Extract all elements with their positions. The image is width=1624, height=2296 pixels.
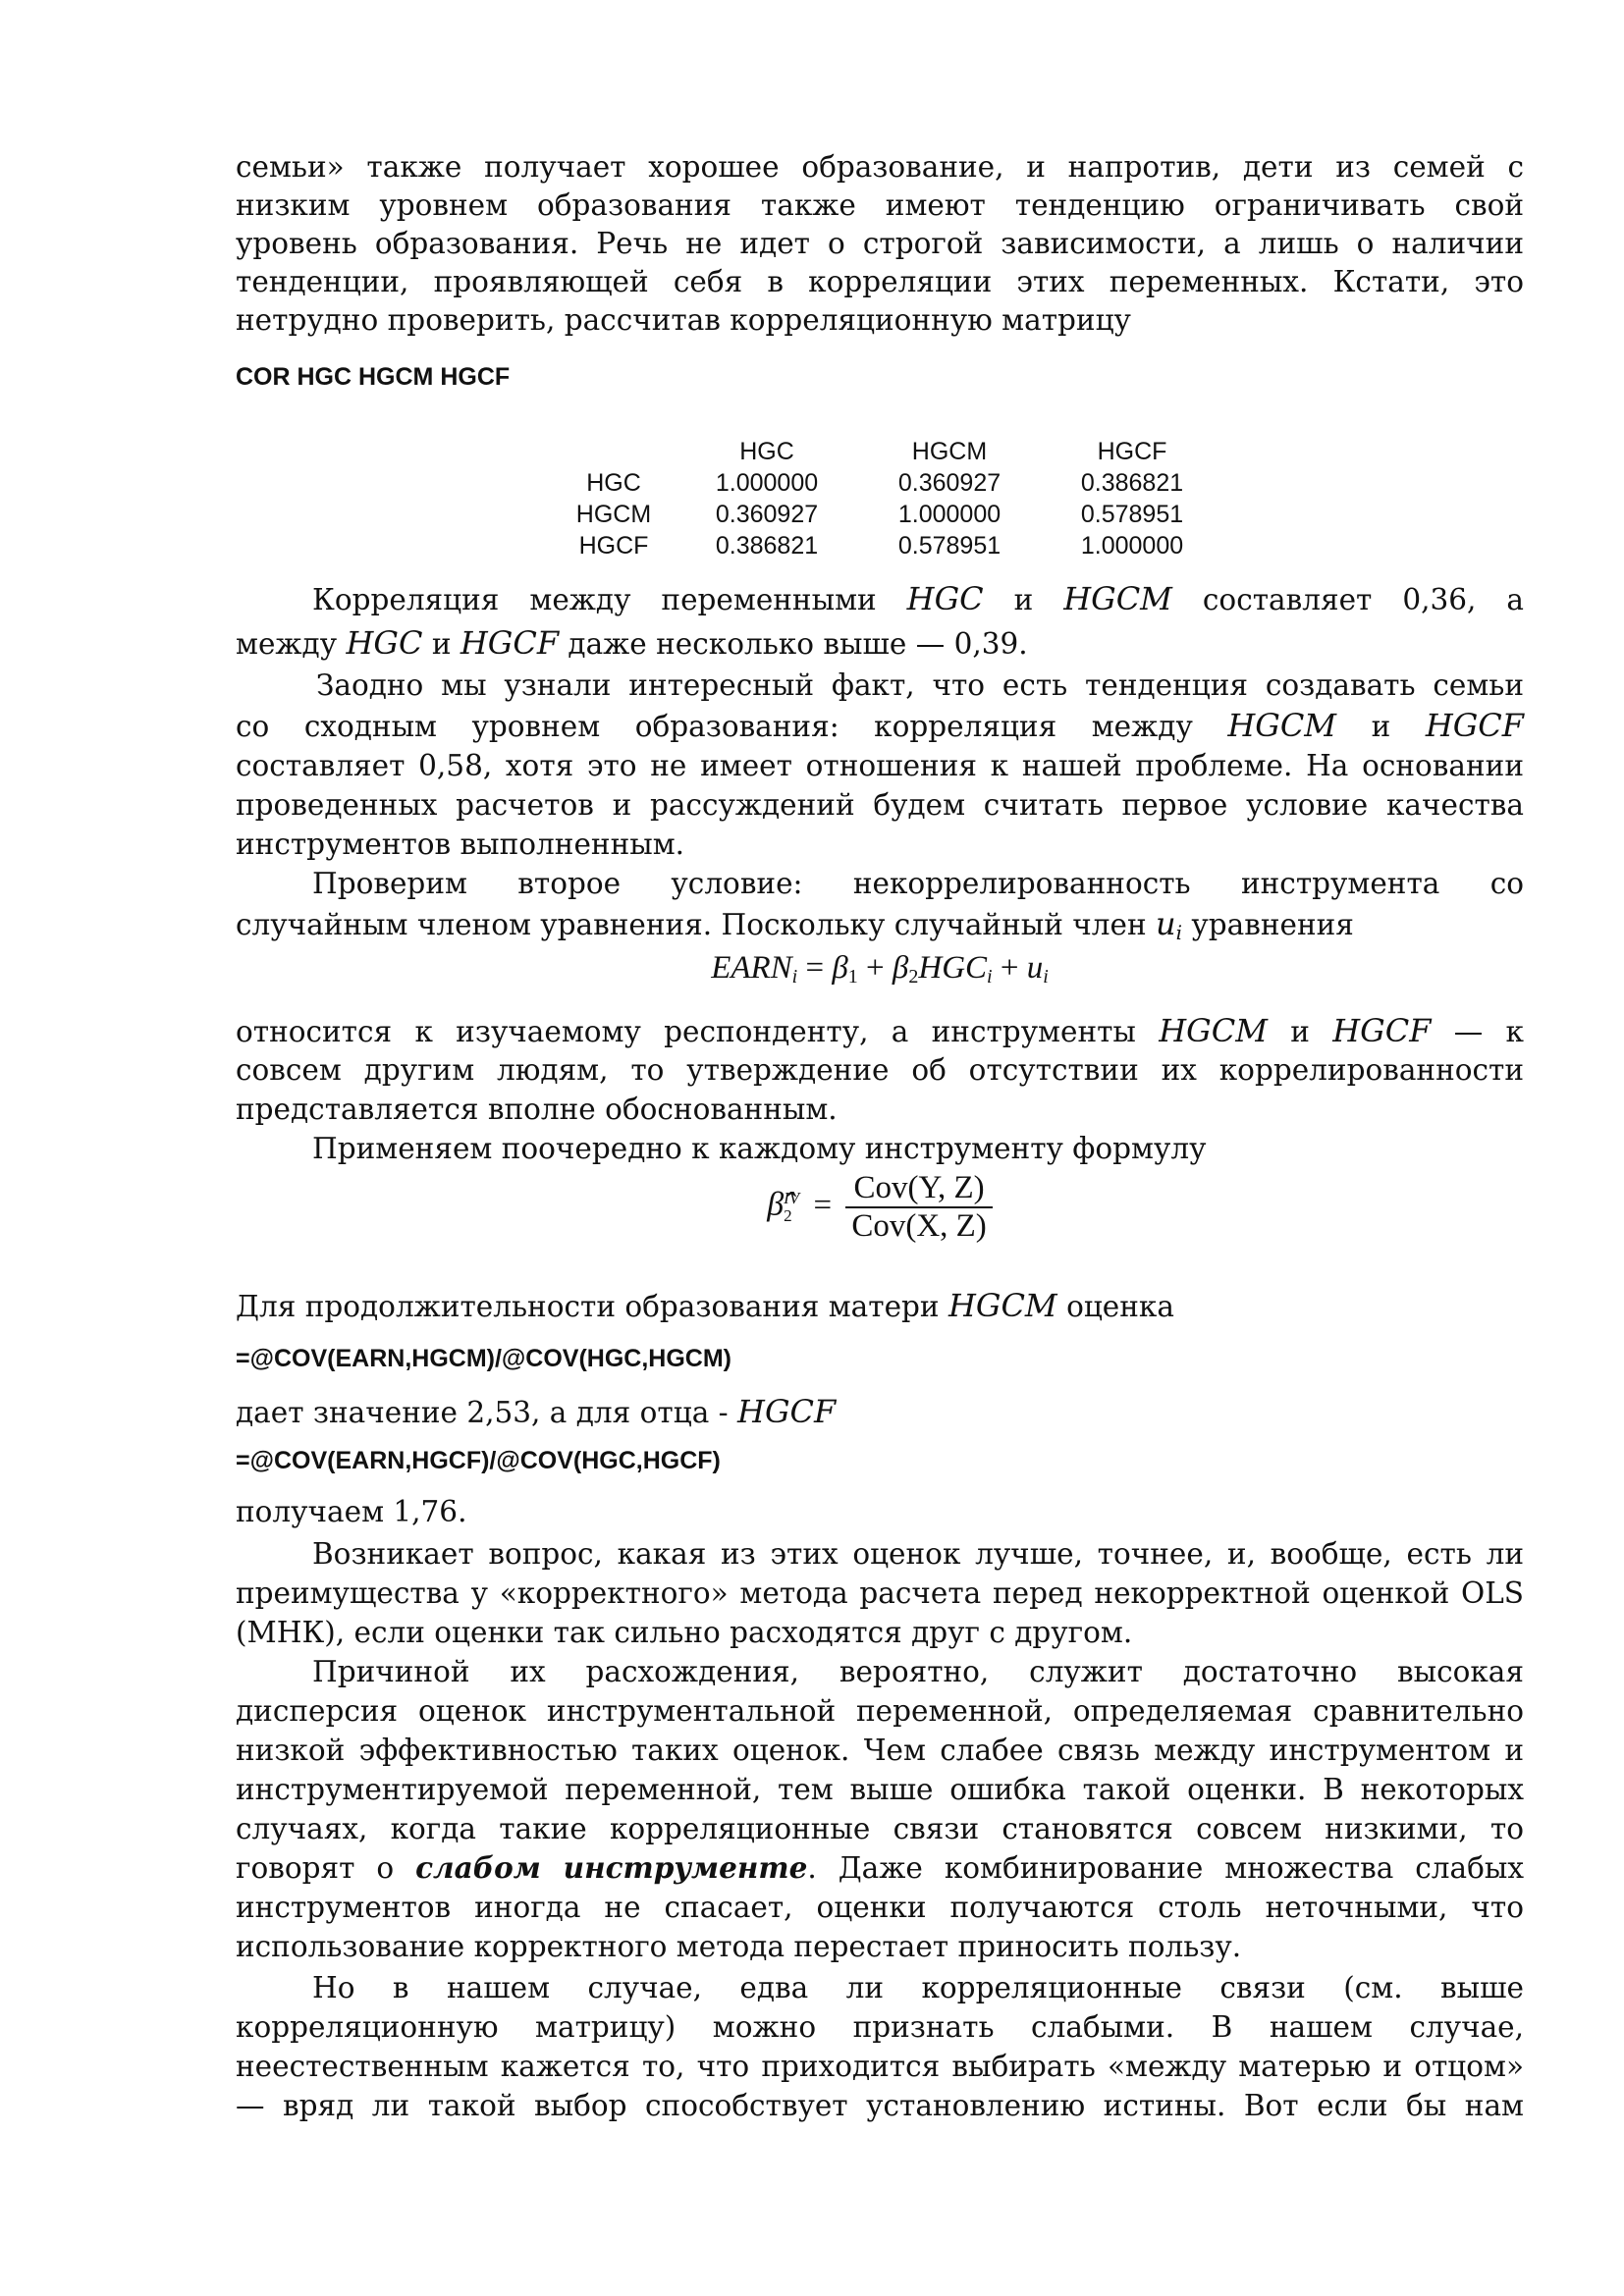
corr-cell: 0.386821 xyxy=(715,532,819,560)
fraction xyxy=(845,1170,992,1245)
beta-hat: β̂ xyxy=(767,1186,785,1223)
eq-term: β xyxy=(832,950,848,986)
text-span: — к xyxy=(1453,1015,1524,1048)
fraction-numerator: Cov(Y, Z) xyxy=(845,1170,992,1208)
text-line xyxy=(236,1392,1524,1431)
text-span: даже несколько выше — 0,39. xyxy=(568,627,1028,661)
corr-row xyxy=(552,530,1223,561)
corr-header-row xyxy=(552,436,1223,467)
corr-row-label: HGCM xyxy=(575,501,652,528)
text-line: случаях, когда такие корреляционные связи становятся совсем низкими, то xyxy=(236,1812,1524,1845)
text-span: Для продолжительности образования матери xyxy=(236,1290,940,1323)
variable-u xyxy=(1156,905,1182,942)
text-line xyxy=(236,1286,1524,1325)
subscript: i xyxy=(987,966,993,988)
text-line: Но в нашем случае, едва ли корреляционные связи (см. выше xyxy=(312,1971,1524,2004)
text-span: оценка xyxy=(1066,1290,1174,1323)
text-line: инструментов иногда не спасает, оценки получаются столь неточными, что xyxy=(236,1891,1524,1924)
corr-row xyxy=(552,499,1223,530)
corr-row-label: HGC xyxy=(586,469,641,497)
text-span: и xyxy=(1013,583,1034,616)
text-span: между xyxy=(236,627,338,661)
variable-hgcf: HGCF xyxy=(737,1393,837,1430)
variable-hgc: HGC xyxy=(346,624,423,662)
emphasis-term: слабом инструменте xyxy=(415,1850,808,1885)
eq-operator: = xyxy=(813,1187,833,1223)
corr-col-header: HGC xyxy=(739,438,794,465)
corr-cell: 0.360927 xyxy=(897,469,1001,497)
text-line: Причиной их расхождения, вероятно, служит достаточно высокая xyxy=(312,1655,1524,1688)
variable-hgcm: HGCM xyxy=(1159,1012,1268,1049)
text-span: . Даже комбинирование множества слабых xyxy=(807,1851,1524,1885)
subscript: 2 xyxy=(784,1206,792,1225)
text-line xyxy=(236,904,1524,943)
corr-cell: 0.578951 xyxy=(897,532,1001,560)
text-span: со сходным уровнем образования: корреляция между xyxy=(236,710,1193,743)
variable-hgc: HGC xyxy=(906,580,984,617)
text-line: семьи» также получает хорошее образование, и напротив, дети из семей с xyxy=(236,150,1524,184)
subscript: i xyxy=(791,966,798,988)
eq-operator: + xyxy=(992,950,1027,986)
text-line: уровень образования. Речь не идет о строгой зависимости, а лишь о наличии xyxy=(236,227,1524,260)
text-line: совсем другим людям, то утверждение об отсутствии их коррелированности xyxy=(236,1053,1524,1087)
variable-hgcm: HGCM xyxy=(1063,580,1172,617)
corr-cell: 0.360927 xyxy=(715,501,819,528)
corr-cell: 1.000000 xyxy=(897,501,1001,528)
text-line: использование корректного метода перестает приносить пользу. xyxy=(236,1930,1242,1963)
text-line: проведенных расчетов и рассуждений будем считать первое условие качества xyxy=(236,788,1524,822)
eviews-command-mother: =@COV(EARN,HGCM)/@COV(HGC,HGCM) xyxy=(236,1345,731,1372)
regression-equation xyxy=(236,950,1524,988)
text-line xyxy=(236,1848,1524,1888)
subscript: i xyxy=(1175,921,1183,944)
text-line: тенденции, проявляющей себя в корреляции этих переменных. Кстати, это xyxy=(236,265,1524,298)
eq-term: u xyxy=(1026,950,1044,986)
text-line xyxy=(236,1011,1524,1050)
text-line xyxy=(236,623,1524,663)
text-span: дает значение 2,53, а для отца - xyxy=(236,1396,729,1429)
text-line: Заодно мы узнали интересный факт, что есть тенденция создавать семьи xyxy=(316,668,1524,702)
corr-col-header: HGCF xyxy=(1097,438,1167,465)
superscript: IV xyxy=(784,1189,800,1207)
fraction-denominator: Cov(X, Z) xyxy=(851,1208,987,1244)
text-span: говорят о xyxy=(236,1851,395,1885)
text-line xyxy=(236,706,1524,745)
corr-cell: 0.578951 xyxy=(1080,501,1184,528)
text-line: (МНК), если оценки так сильно расходятся друг с другом. xyxy=(236,1616,1133,1649)
text-span: и xyxy=(1290,1015,1310,1048)
text-line: составляет 0,58, хотя это не имеет отношения к нашей проблеме. На основании xyxy=(236,749,1524,782)
correlation-matrix xyxy=(552,436,1223,561)
text-line: неестественным кажется то, что приходится выбирать «между матерью и отцом» xyxy=(236,2050,1524,2083)
variable-hgcf: HGCF xyxy=(1332,1012,1432,1049)
text-line: нетрудно проверить, рассчитав корреляционную матрицу xyxy=(236,303,1131,337)
variable-hgcm: HGCM xyxy=(947,1287,1057,1324)
text-span: Корреляция между переменными xyxy=(312,583,877,616)
text-span: случайным членом уравнения. Поскольку случайный член xyxy=(236,908,1147,941)
eq-term: β xyxy=(892,950,909,986)
text-line: корреляционную матрицу) можно признать слабыми. В нашем случае, xyxy=(236,2010,1524,2044)
corr-row xyxy=(552,467,1223,499)
text-line xyxy=(236,579,1524,618)
text-span: относится к изучаемому респонденту, а инструменты xyxy=(236,1015,1136,1048)
text-line: низкой эффективностью таких оценок. Чем слабее связь между инструментом и xyxy=(236,1734,1524,1767)
eq-operator: = xyxy=(797,950,833,986)
subscript: 1 xyxy=(847,966,858,988)
eq-term: EARN xyxy=(711,950,792,986)
eviews-command-father: =@COV(EARN,HGCF)/@COV(HGC,HGCF) xyxy=(236,1447,721,1474)
text-line: Применяем поочередно к каждому инструменту формулу xyxy=(312,1132,1207,1165)
eviews-command-cor: COR HGC HGCM HGCF xyxy=(236,363,511,391)
subscript: 2 xyxy=(908,966,919,988)
eq-operator: + xyxy=(857,950,893,986)
text-line: Проверим второе условие: некоррелированность инструмента со xyxy=(312,867,1524,900)
variable-hgcf: HGCF xyxy=(460,624,560,662)
text-span: уравнения xyxy=(1191,908,1354,941)
text-line: инструментируемой переменной, тем выше ошибка такой оценки. В некоторых xyxy=(236,1773,1524,1806)
subscript: i xyxy=(1043,966,1049,988)
text-span: составляет 0,36, а xyxy=(1202,583,1524,616)
text-line: Возникает вопрос, какая из этих оценок лучше, точнее, и, вообще, есть ли xyxy=(312,1537,1524,1571)
text-line: инструментов выполненным. xyxy=(236,828,685,861)
iv-estimator-formula xyxy=(236,1170,1524,1245)
corr-row-label: HGCF xyxy=(578,532,649,560)
text-line: представляется вполне обоснованным. xyxy=(236,1093,838,1126)
variable-hgcf: HGCF xyxy=(1425,707,1524,744)
text-span: и xyxy=(1371,710,1391,743)
variable-u-letter: u xyxy=(1156,905,1176,942)
eq-term: HGC xyxy=(918,950,988,986)
corr-cell: 0.386821 xyxy=(1080,469,1184,497)
variable-hgcm: HGCM xyxy=(1227,707,1337,744)
corr-cell: 1.000000 xyxy=(715,469,819,497)
text-line: низким уровнем образования также имеют тенденцию ограничивать свой xyxy=(236,188,1524,222)
text-line: преимущества у «корректного» метода расчета перед некорректной оценкой OLS xyxy=(236,1576,1524,1610)
corr-cell: 1.000000 xyxy=(1080,532,1184,560)
text-line: получаем 1,76. xyxy=(236,1495,467,1528)
text-line: — вряд ли такой выбор способствует установлению истины. Вот если бы нам xyxy=(236,2089,1524,2122)
corr-col-header: HGCM xyxy=(911,438,988,465)
text-span: и xyxy=(431,627,452,661)
text-line: дисперсия оценок инструментальной переменной, определяемая сравнительно xyxy=(236,1694,1524,1728)
